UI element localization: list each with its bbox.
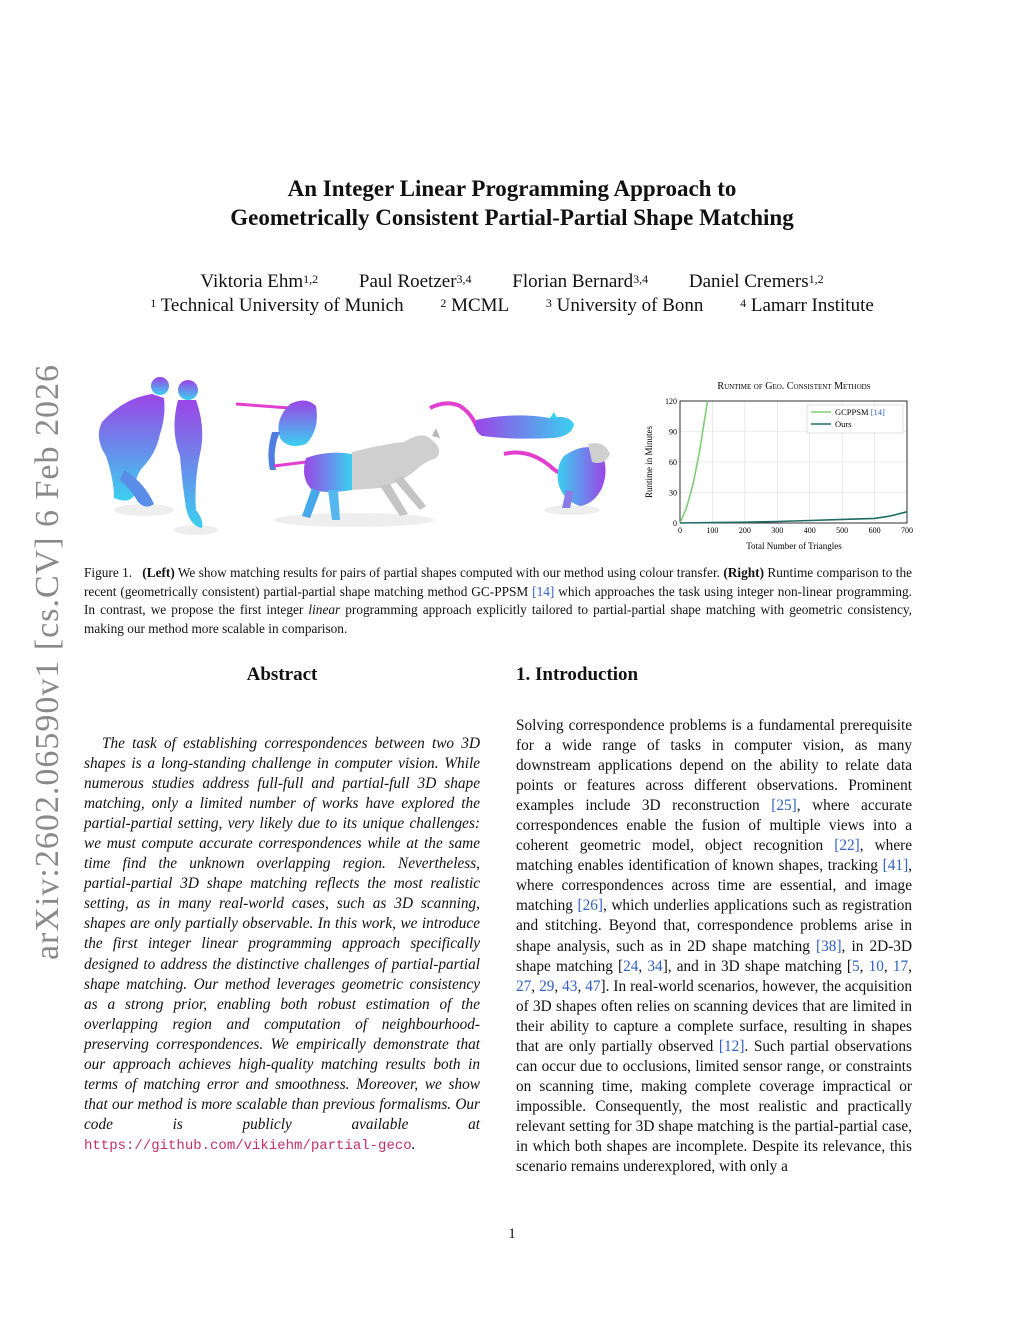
caption-right-text-1: Runtime comparison to the recent (geometrically consistent) partial-partial shape matching method GC-PPSM	[84, 565, 912, 599]
intro-text-segment: ,	[554, 977, 563, 995]
shape-matching-teaser	[84, 370, 634, 550]
chart-y-tick-label: 60	[669, 458, 677, 467]
citation-link[interactable]: 34	[647, 957, 663, 975]
citation-link[interactable]: 43	[562, 977, 578, 995]
intro-text-segment: ,	[908, 957, 912, 975]
citation-link[interactable]: [41]	[882, 857, 909, 875]
lying-cat-shape	[430, 403, 574, 438]
citation-link[interactable]: [38]	[816, 937, 842, 955]
intro-text-segment: ], and in 3D shape matching [	[662, 957, 852, 975]
chart-x-ticks	[678, 526, 913, 535]
chart-x-tick-label: 500	[836, 526, 849, 535]
intro-text-segment: , where correspondences across time are essential, and image matching	[516, 857, 912, 915]
affil-name: Technical University of Munich	[160, 295, 404, 316]
affil-name: Lamarr Institute	[750, 295, 874, 316]
caption-label: Figure 1.	[84, 565, 133, 580]
legend-label-ours: Ours	[835, 419, 852, 429]
intro-text-segment: , where accurate correspondences enable the fusion of multiple views into a coherent geometric model, object recognition	[516, 797, 912, 855]
figure-caption	[84, 564, 912, 638]
author-affil-sup: 1,2	[303, 272, 319, 286]
caption-left-tag: (Left)	[142, 565, 175, 580]
citation-link[interactable]: 29	[539, 977, 555, 995]
intro-text-segment: ]. In real-world scenarios, however, the acquisition of 3D shapes often relies on scanning devices that are limited in their ability to capture a complete surface, resulting in shapes that are only partially observed	[516, 977, 913, 1055]
author-name: Daniel Cremers	[688, 271, 809, 292]
author	[359, 270, 472, 294]
affil-sup: 2	[440, 296, 447, 310]
chart-title: Runtime of Geo. Consistent Methods	[717, 381, 871, 392]
intro-text-segment: , where matching enables identification of known shapes, tracking	[516, 837, 912, 875]
caption-left-text: We show matching results for pairs of partial shapes computed with our method using colour transfer.	[174, 565, 724, 580]
introduction-body	[516, 716, 912, 1177]
affil-name: University of Bonn	[556, 295, 704, 316]
author-name: Paul Roetzer	[358, 271, 457, 292]
chart-x-tick-label: 100	[706, 526, 719, 535]
chart-x-tick-label: 400	[803, 526, 816, 535]
chart-y-label: Runtime in Minutes	[644, 426, 654, 498]
intro-text-segment: , which underlies applications such as registration and stitching. Beyond that, correspondence problems arise in shape analysis, such as in 2D shape matching	[516, 897, 912, 955]
author-list	[0, 270, 1024, 294]
citation-link[interactable]: 27	[516, 977, 532, 995]
intro-text-segment: ,	[859, 957, 869, 975]
citation-link[interactable]: [12]	[718, 1037, 745, 1055]
affil-sup: 3	[545, 296, 552, 310]
author-affil-sup: 1,2	[808, 272, 824, 286]
abstract-end: .	[411, 1135, 416, 1153]
chart-series-line-ours	[680, 512, 907, 523]
chart-y-tick-label: 0	[673, 519, 677, 528]
author-affil-sup: 3,4	[633, 272, 649, 286]
chart-x-tick-label: 600	[868, 526, 881, 535]
affiliation	[546, 294, 703, 318]
intro-text-segment: , in 2D-3D shape matching [	[516, 937, 912, 975]
caption-right-text-2: which approaches the task using integer non-linear programming. In contrast, we propose the first integer	[84, 583, 912, 617]
chart-y-ticks	[665, 397, 677, 528]
intro-text-segment: Solving correspondence problems is a fundamental prerequisite for a wide range of tasks in computer vision, as many downstream applications depend on the ability to relate data points or features across different observations. Prominent examples include 3D reconstruction	[516, 717, 912, 815]
author	[512, 270, 648, 294]
author	[689, 270, 824, 294]
affiliation	[740, 294, 874, 318]
citation-link[interactable]: [22]	[834, 837, 860, 855]
intro-text-segment: ,	[577, 977, 586, 995]
chart-x-tick-label: 300	[771, 526, 784, 535]
chart-y-tick-label: 120	[665, 397, 677, 406]
page-number: 1	[508, 1226, 516, 1242]
chart-x-tick-label: 200	[738, 526, 751, 535]
author-affil-sup: 3,4	[456, 272, 472, 286]
runtime-chart	[640, 376, 925, 556]
intro-text-segment: ,	[883, 957, 893, 975]
chart-y-tick-label: 30	[669, 488, 677, 498]
caption-citation-link[interactable]: [14]	[532, 583, 555, 599]
abstract-body	[84, 734, 480, 1156]
legend-entry-gcppsm	[835, 407, 885, 417]
sitting-cat-shape	[504, 443, 610, 515]
citation-link[interactable]: 5	[851, 957, 860, 975]
affil-sup: 4	[740, 296, 747, 310]
affil-name: MCML	[451, 295, 510, 316]
chart-x-tick-label: 0	[678, 526, 682, 535]
standing-human-shape	[174, 380, 218, 535]
citation-link[interactable]: [25]	[771, 797, 797, 815]
intro-text-segment: . Such partial observations can occur due to occlusions, limited sensor range, or constraints on scanning time, making complete coverage impractical or impossible. Consequently, the most realistic and practically relevant setting for 3D shape matching is the partial-partial case, in which both shapes are incomplete. Despite its relevance, this scenario remains underexplored, with only a	[516, 1037, 912, 1176]
affiliation	[150, 294, 403, 318]
citation-link[interactable]: 24	[623, 957, 639, 975]
code-repository-link[interactable]: https://github.com/vikiehm/partial-geco	[84, 1137, 412, 1154]
legend-ref-gcppsm[interactable]: [14]	[870, 407, 885, 417]
title-line-2: Geometrically Consistent Partial-Partial Shape Matching	[230, 205, 794, 230]
partial-dog-torso-shape	[236, 400, 317, 470]
introduction-heading: 1. Introduction	[516, 664, 639, 685]
intro-text-segment: ,	[638, 957, 648, 975]
affil-sup: 1	[150, 296, 157, 310]
citation-link[interactable]: 17	[892, 957, 909, 975]
legend-label-gcppsm: GCPPSM	[835, 407, 869, 417]
caption-emphasis: linear	[308, 602, 341, 617]
chart-x-tick-label: 700	[901, 526, 913, 535]
caption-right-tag: (Right)	[723, 565, 764, 580]
abstract-text: The task of establishing correspondences between two 3D shapes is a long-standing challenge in computer vision. While numerous studies address full-full and partial-full 3D shape matching, only a limited number of works have explored the partial-partial setting, very likely due to its unique challenges: we must compute accurate correspondences while at the same time find the unknown overlapping region. Nevertheless, partial-partial 3D shape matching reflects the most realistic setting, as in many real-world cases, such as 3D scanning, shapes are only partially observable. In this work, we introduce the first integer linear programming approach specifically designed to address the distinctive challenges of partial-partial shape matching. Our method leverages geometric consistency as a strong prior, enabling both robust estimation of the overlapping region and computation of neighbourhood-preserving correspondences. We empirically demonstrate that our approach achieves high-quality matching results both in terms of matching error and smoothness. Moreover, we show that our method is more scalable than previous formalisms. Our code is publicly available at	[84, 735, 480, 1133]
chart-y-tick-label: 90	[669, 427, 677, 437]
chart-x-label: Total Number of Triangles	[746, 541, 842, 551]
paper-title	[0, 174, 1024, 232]
crouching-human-shape	[99, 377, 174, 516]
author-name: Florian Bernard	[512, 271, 634, 292]
citation-link[interactable]: 10	[868, 957, 884, 975]
abstract-heading: Abstract	[246, 664, 318, 685]
chart-legend	[807, 405, 903, 433]
affiliation	[440, 294, 509, 318]
affiliation-list	[0, 294, 1024, 318]
title-line-1: An Integer Linear Programming Approach to	[287, 176, 737, 201]
citation-link[interactable]: [26]	[577, 897, 603, 915]
intro-text-segment: ,	[531, 977, 540, 995]
author	[200, 270, 318, 294]
citation-link[interactable]: 47	[585, 977, 601, 995]
author-name: Viktoria Ehm	[200, 271, 304, 292]
caption-right-text-3: programming approach explicitly tailored to partial-partial shape matching with geometric consistency, making our method more scalable in comparison.	[84, 602, 912, 636]
arxiv-stamp: arXiv:2602.06590v1 [cs.CV] 6 Feb 2026	[29, 363, 66, 961]
